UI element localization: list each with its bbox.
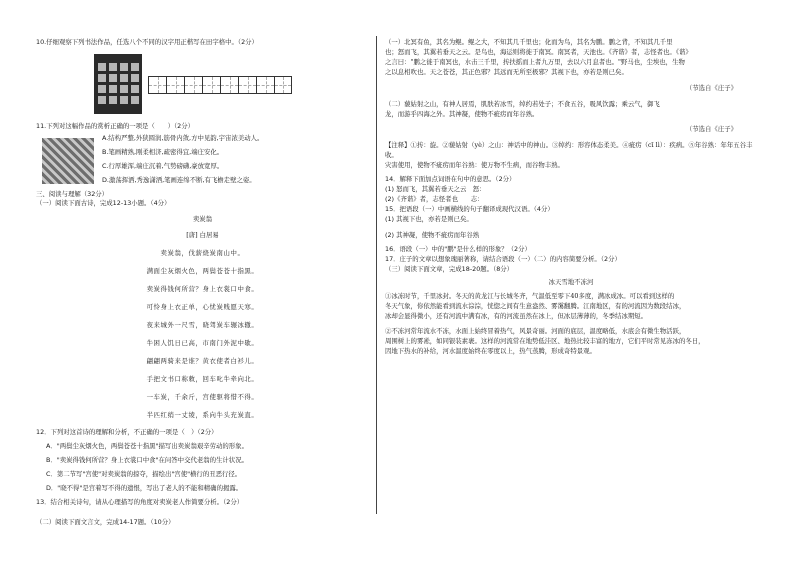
subsection-1: （一）阅读下面古诗，完成12-13小题。（4分） <box>36 199 171 208</box>
section-3-heading: 三、阅读与理解（32分） <box>36 189 109 198</box>
annotation: 【注释】①抟：旋。②藐姑射（yè）之山：神话中的神山。③绰约：形容体态柔美。④疵疠（cī lì）：疾病。⑤年谷熟：年年五谷丰收。 <box>385 141 753 160</box>
question-16: 16．语段（一）中的"鹏"是什么样的形象？（2分） <box>385 244 531 253</box>
passage-line: 之以息相吹也。天之苍苍，其正色邪？其远而无所至极邪？其视下也，亦若是则已矣。 <box>385 67 628 76</box>
subsection-3: （三）阅读下面文章，完成18-20题。（8分） <box>385 264 514 273</box>
passage-line: 之言曰："鹏之徙于南冥也，水击三千里，抟扶摇而上者九万里，去以六月息者也。"野马也，尘埃也，生物 <box>385 57 685 66</box>
option-b[interactable]: B．"卖炭得钱何所营？身上衣裳口中食"在问答中交代老翁的生计状况。 <box>46 456 248 465</box>
option-d[interactable]: D.激荡挥洒,秀逸潇洒,笔画连绵不断,有飞檐走壁之姿。 <box>102 175 256 184</box>
question-11: 11.下列对这幅作品的赏析正确的一项是（ ）（2分） <box>36 121 195 130</box>
option-a[interactable]: A．"两鬓尘灰烟火色，两鬓苍苍十指黑"描写出卖炭翁艰辛劳动的形象。 <box>46 442 248 451</box>
poem-line: 手把文书口称敕，回车叱牛牵向北。 <box>146 374 259 383</box>
right-column <box>385 38 757 357</box>
passage-2 <box>385 100 757 120</box>
passage-line: 龙，而游乎四海之外。其神凝，使物不疵疠而年谷熟。 <box>385 109 539 118</box>
q14-item-1: (1) 怒而飞，其翼若垂天之云 怒： <box>385 185 486 194</box>
poem-line: 卖炭翁，伐薪烧炭南山中。 <box>160 249 245 258</box>
question-13: 13．结合相关诗句，请从心理描写的角度对卖炭老人作简要分析。（2分） <box>36 498 244 507</box>
poem-body <box>36 249 369 420</box>
q15-item-2: (2) 其神凝，使物不疵疠而年谷熟 <box>385 230 480 239</box>
option-c[interactable]: C．第二节写"宫使"对卖炭翁的掠夺，描绘出"宫使"横行的丑恶行径。 <box>46 470 242 479</box>
poem-line: 半匹红绡一丈绫，系向牛头充炭直。 <box>146 410 259 419</box>
left-column <box>36 38 369 528</box>
article-line: 周围树上的雾凇，如同银装素裹。这样的河流常在地势低洼区、地热比较丰富的地方，它们平时常见冻冰的冬日， <box>385 337 705 346</box>
poem-line: 夜来城外一尺雪，晓驾炭车辗冰辙。 <box>146 320 259 329</box>
poem-line: 卖炭得钱何所营？身上衣裳口中食。 <box>146 285 259 294</box>
question-10: 10.仔细观察下列书法作品，任选八个不同的汉字用正楷写在田字格中。（2分） <box>36 38 258 46</box>
poem-line: 牛困人饥日已高，市南门外泥中歇。 <box>146 338 259 347</box>
article-line: ①冰冻时节，千里冰封。冬天的黄龙江与长城冬齐，气温低至零下40多度，满冰成冰。可以看到这样的 <box>385 292 675 301</box>
poem-line: 翩翩两骑来是谁？黄衣使者白衫儿。 <box>146 356 259 365</box>
calligraphy-image <box>94 54 142 114</box>
article-line: 冬天气象，你依然能看到流水淙淙，恍惚之间有生意盎然、雾霭翻腾。江南地区，有的河流因为数段结冰， <box>385 302 686 311</box>
question-17: 17．庄子的文章以想象瑰丽著称，请结合语段（一）（二）的内容简要分析。（2分） <box>385 254 621 263</box>
article-line: 因地下热水的补给，河水温度始终在零度以上，热气蒸腾，形成奇特景观。 <box>385 346 596 355</box>
question-12: 12．下列对这首诗的理解和分析，不正确的一项是（ ）（2分） <box>36 428 218 437</box>
q14-item-2: (2)《齐谐》者，志怪者也 志： <box>385 194 484 203</box>
poem-line: 一车炭，千余斤，宫使驱将惜不得。 <box>146 392 259 401</box>
poem-title: 卖炭翁 <box>192 215 213 224</box>
q10-content <box>36 48 369 114</box>
annotation-2: 灾害使用，使物不疵疠而年谷熟：使万物不生病，而谷物丰熟。 <box>385 161 564 170</box>
column-divider <box>376 36 377 514</box>
source-1: （节选自《庄子》 <box>685 83 737 92</box>
article-title: 冰天雪地不冻河 <box>548 278 594 287</box>
q12-options <box>46 442 369 494</box>
question-14: 14．解释下面加点词语在句中的意思。（2分） <box>385 175 516 184</box>
poem-author: [唐] 白居易 <box>186 231 219 240</box>
option-a[interactable]: A.结构严整,外狭圆润,筋骨内敛,方中见韵,宇宙浓美动人。 <box>102 133 264 142</box>
subsection-2: （二）阅读下面文言文，完成14-17题。（10分） <box>36 517 175 526</box>
artwork-image <box>42 138 94 184</box>
option-c[interactable]: C.行厚雄浑,端庄沉着,气势磅礴,豪放宽厚。 <box>102 161 224 170</box>
poem-line: 满面尘灰烟火色，两鬓苍苍十指黑。 <box>146 267 259 276</box>
q11-options <box>102 134 263 190</box>
tianzi-grid[interactable] <box>148 76 292 94</box>
option-d[interactable]: D．"晓不得"是宫着写不得的遗恨，写出了老人的不能和精确的揭露。 <box>46 484 243 493</box>
passage-line: 也；怒而飞，其翼若垂天之云。是鸟也，海运则将徙于南冥。南冥者，天池也。《齐谐》者，志怪者也。《谐》 <box>385 47 692 56</box>
question-15: 15．把语段（一）中画横线的句子翻译成现代汉语。（4分） <box>385 204 554 213</box>
article-line: 冰却会显得微小，还有河流中满有冰，有的河流虽然在冰上，但冰层薄薄的，冬季结冰期短。 <box>385 312 648 321</box>
passage-line: （一）北冥有鱼，其名为鲲。鲲之大，不知其几千里也；化而为鸟，其名为鹏。鹏之背，不知其几千里 <box>385 38 673 46</box>
article-body <box>385 292 757 357</box>
q11-content <box>36 132 369 190</box>
poem-line: 可怜身上衣正单，心忧炭贱愿天寒。 <box>146 302 259 311</box>
passage-1 <box>385 38 757 78</box>
article-line: ②不冻河常年流水不冻，水面上始终冒着热气，风景奇丽。河面的底层，温度略低，水底会有微生物活跃， <box>385 327 686 336</box>
passage-line: （二）藐姑射之山，有神人居焉，肌肤若冰雪，绰约若处子；不食五谷，吸风饮露；乘云气，御飞 <box>385 99 660 108</box>
q15-item-1: (1) 其视下也，亦若是则已矣。 <box>385 214 473 223</box>
option-b[interactable]: B.笔画精熟,刚柔相济,疏密得宜,端庄安化。 <box>102 147 224 156</box>
source-2: （节选自《庄子》 <box>685 125 737 134</box>
